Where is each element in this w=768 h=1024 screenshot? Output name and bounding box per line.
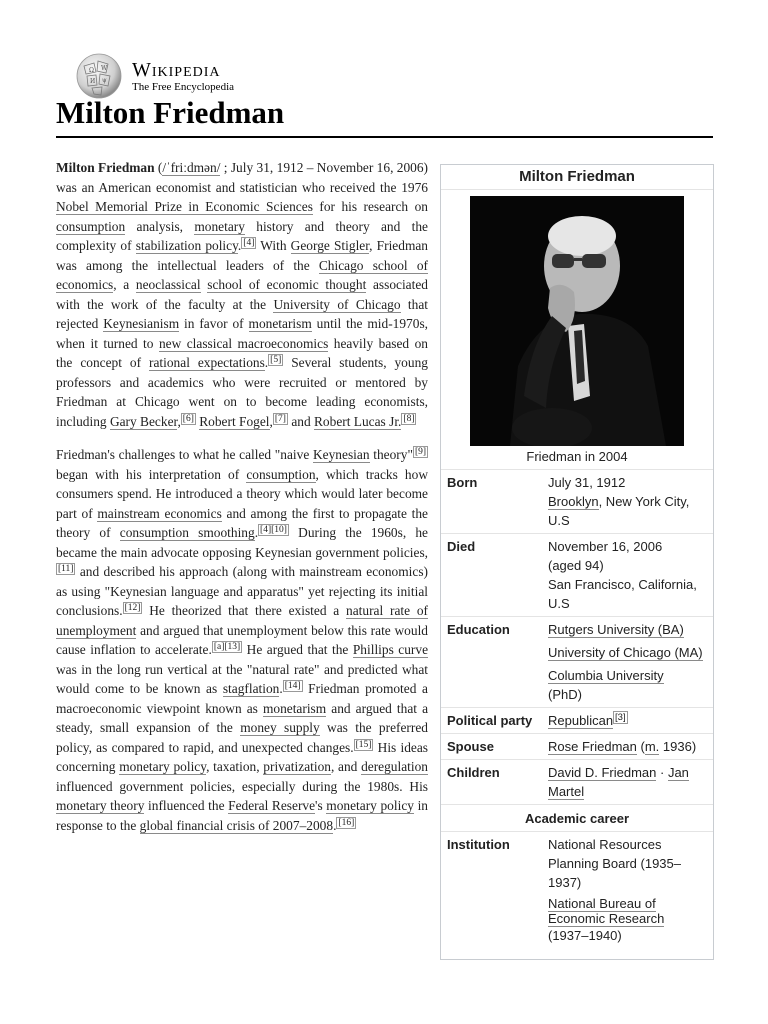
link-columbia[interactable]: Columbia University <box>548 668 664 683</box>
link-stabilization-policy[interactable]: stabilization policy <box>135 238 238 253</box>
link-rose-friedman[interactable]: Rose Friedman <box>548 739 637 754</box>
link-robert-lucas[interactable]: Robert Lucas Jr. <box>314 413 402 429</box>
citation-ref[interactable]: [9] <box>414 447 427 457</box>
link-consumption[interactable]: consumption <box>246 466 316 482</box>
link-rutgers[interactable]: Rutgers University (BA) <box>548 622 684 637</box>
svg-text:Ω: Ω <box>89 67 94 74</box>
academic-career-header: Academic career <box>441 805 713 832</box>
link-financial-crisis[interactable]: global financial crisis of 2007–2008 <box>139 817 334 833</box>
citation-ref[interactable]: [5] <box>270 355 282 365</box>
citation-ref[interactable]: [a][13] <box>213 642 241 652</box>
portrait-image <box>470 196 684 446</box>
died-place: San Francisco, California, U.S <box>548 577 697 611</box>
ipa-link[interactable]: /ˈfriːdmən/ <box>162 160 221 175</box>
svg-text:W: W <box>101 65 108 72</box>
link-monetary-policy[interactable]: monetary policy <box>119 759 207 774</box>
link-monetarism[interactable]: monetarism <box>262 700 327 716</box>
link-republican[interactable]: Republican <box>548 713 614 728</box>
svg-text:И: И <box>90 78 96 85</box>
link-school-of-thought[interactable]: school of economic thought <box>207 277 367 292</box>
link-jan-martel[interactable]: Jan Martel <box>548 765 689 799</box>
link-stagflation[interactable]: stagflation <box>222 681 280 696</box>
link-university-of-chicago[interactable]: University of Chicago <box>273 296 401 312</box>
link-monetarism[interactable]: monetarism <box>248 316 312 331</box>
citation-ref[interactable]: [6] <box>182 413 194 424</box>
link-robert-fogel[interactable]: Robert Fogel <box>199 413 270 429</box>
link-george-stigler[interactable]: George Stigler <box>290 238 370 253</box>
children-label: Children <box>447 765 500 780</box>
infobox-row-born <box>441 470 713 534</box>
link-privatization[interactable]: privatization <box>263 759 331 774</box>
link-david-friedman[interactable]: David D. Friedman <box>548 765 657 780</box>
link-nber[interactable]: National Bureau of Economic Research <box>548 896 665 926</box>
died-label: Died <box>447 539 476 554</box>
born-label: Born <box>447 475 478 490</box>
link-consumption-smoothing[interactable]: consumption smoothing <box>119 525 255 540</box>
link-federal-reserve[interactable]: Federal Reserve <box>228 798 316 813</box>
wikipedia-globe-icon <box>74 52 124 100</box>
link-mainstream-economics[interactable]: mainstream economics <box>97 505 222 521</box>
infobox-row-spouse: Spouse Rose Friedman (m. 1936) <box>441 734 713 760</box>
died-age: (aged 94) <box>548 558 604 573</box>
link-natural-rate[interactable]: natural rate of unemployment <box>56 603 429 638</box>
tagline: The Free Encyclopedia <box>132 81 235 93</box>
link-monetary-theory[interactable]: monetary theory <box>56 798 145 813</box>
citation-ref[interactable]: [11] <box>58 564 74 574</box>
education-label: Education <box>447 622 510 637</box>
institution-label: Institution <box>447 837 510 852</box>
institution-2-years: (1937–1940) <box>548 928 622 943</box>
institution-1: National Resources Planning Board (1935–1937) <box>548 837 681 890</box>
link-monetary[interactable]: monetary <box>194 218 245 234</box>
title-divider <box>56 136 713 138</box>
link-keynesian[interactable]: Keynesian <box>313 447 370 462</box>
born-date: July 31, 1912 <box>548 475 626 490</box>
citation-ref[interactable]: [15] <box>355 739 372 750</box>
page-title: Milton Friedman <box>56 95 285 130</box>
svg-text:ψ: ψ <box>102 77 107 84</box>
link-nobel-prize[interactable]: Nobel Memorial Prize in Economic Sciences <box>56 199 313 214</box>
columbia-degree: (PhD) <box>548 687 582 702</box>
died-date: November 16, 2006 <box>548 539 663 554</box>
citation-ref[interactable]: [3] <box>615 712 626 723</box>
link-gary-becker[interactable]: Gary Becker <box>109 413 178 429</box>
link-brooklyn[interactable]: Brooklyn <box>548 494 599 509</box>
link-phillips-curve[interactable]: Phillips curve <box>352 642 429 657</box>
link-monetary-policy[interactable]: monetary policy <box>326 798 414 813</box>
link-deregulation[interactable]: deregulation <box>361 759 428 774</box>
link-neoclassical[interactable]: neoclassical <box>135 277 201 292</box>
infobox-row-died <box>441 534 713 617</box>
wikipedia-logo[interactable] <box>74 52 234 100</box>
photo-caption: Friedman in 2004 <box>441 446 713 470</box>
citation-ref[interactable]: [8] <box>403 413 415 424</box>
wordmark: Wikipedia <box>132 59 221 81</box>
link-uchicago-ma[interactable]: University of Chicago (MA) <box>548 645 703 660</box>
link-consumption[interactable]: consumption <box>56 218 126 234</box>
citation-ref[interactable]: [4][10] <box>260 525 287 535</box>
link-keynesianism[interactable]: Keynesianism <box>103 316 180 331</box>
party-label: Political party <box>447 713 533 728</box>
spouse-label: Spouse <box>447 739 494 754</box>
citation-ref[interactable]: [4] <box>243 238 255 248</box>
lead-name: Milton Friedman <box>56 160 155 175</box>
born-place: , New York City, U.S <box>548 494 690 528</box>
article-body <box>56 158 428 849</box>
infobox <box>440 164 714 960</box>
infobox-row-education <box>441 617 713 708</box>
citation-ref[interactable]: [7] <box>274 413 286 424</box>
link-rational-expectations[interactable]: rational expectations <box>149 355 265 370</box>
citation-ref[interactable]: [16] <box>338 817 355 828</box>
infobox-row-children: Children David D. Friedman · Jan Martel <box>441 760 713 805</box>
citation-ref[interactable]: [14] <box>284 681 301 691</box>
married-abbr[interactable]: m. <box>644 739 660 754</box>
infobox-row-institution <box>441 832 713 948</box>
link-chicago-school[interactable]: Chicago school of economics <box>56 257 428 292</box>
infobox-row-party <box>441 708 713 734</box>
portrait-photo[interactable] <box>470 196 684 446</box>
paragraph-1: Milton Friedman (/ˈfriːdmən/ ; July 31, 1912 – November 16, 2006) was an American economist and statistician who received the 1976 Nobel Memorial Prize in Economic Sciences for his research on consumption analysis, monetary history and theory and the complexity of stabilization policy. [4] With George Stigler, Friedman was among the intellectual leaders of the Chicago school of economics, a neoclassical school of economic thought associated with the work of the faculty at the University of Chicago that rejected Keynesianism in favor of monetarism until the mid-1970s, when it turned to new classical macroeconomics heavily based on the concept of rational expectations. [5] Several students, young professors and academics who were recruited or mentored by Friedman at Chicago went on to become leading economists, including Gary Becker, [6] Robert Fogel, [7] and Robert Lucas Jr. [8] <box>56 160 429 429</box>
link-new-classical[interactable]: new classical macroeconomics <box>158 335 329 351</box>
link-money-supply[interactable]: money supply <box>240 720 320 735</box>
infobox-title: Milton Friedman <box>441 165 713 190</box>
citation-ref[interactable]: [12] <box>124 603 141 613</box>
paragraph-2: Friedman's challenges to what he called "naive Keynesian theory" [9] began with his interpretation of consumption, which tracks how consumers spend. He introduced a theory which would later become part of mainstream economics and among the first to propagate the theory of consumption smoothing. [4][10] During the 1960s, he became the main advocate opposing Keynesian government policies,[11] and described his approach (along with mainstream economics) as using "Keynesian language and apparatus" yet rejecting its initial conclusions. [12] He theorized that there existed a natural rate of unemployment and argued that unemployment below this rate would cause inflation to accelerate. [a][13] He argued that the Phillips curve was in the long run vertical at the "natural rate" and predicted what would come to be known as stagflation. [14] Friedman promoted a macroeconomic viewpoint known as monetarism and argued that a steady, small expansion of the money supply was the preferred policy, as compared to rapid, and unexpected changes. [15] His ideas concerning monetary policy, taxation, privatization, and deregulation influenced government policies, especially during the 1980s. His monetary theory influenced the Federal Reserve's monetary policy in response to the global financial crisis of 2007–2008. [16] <box>56 447 429 833</box>
